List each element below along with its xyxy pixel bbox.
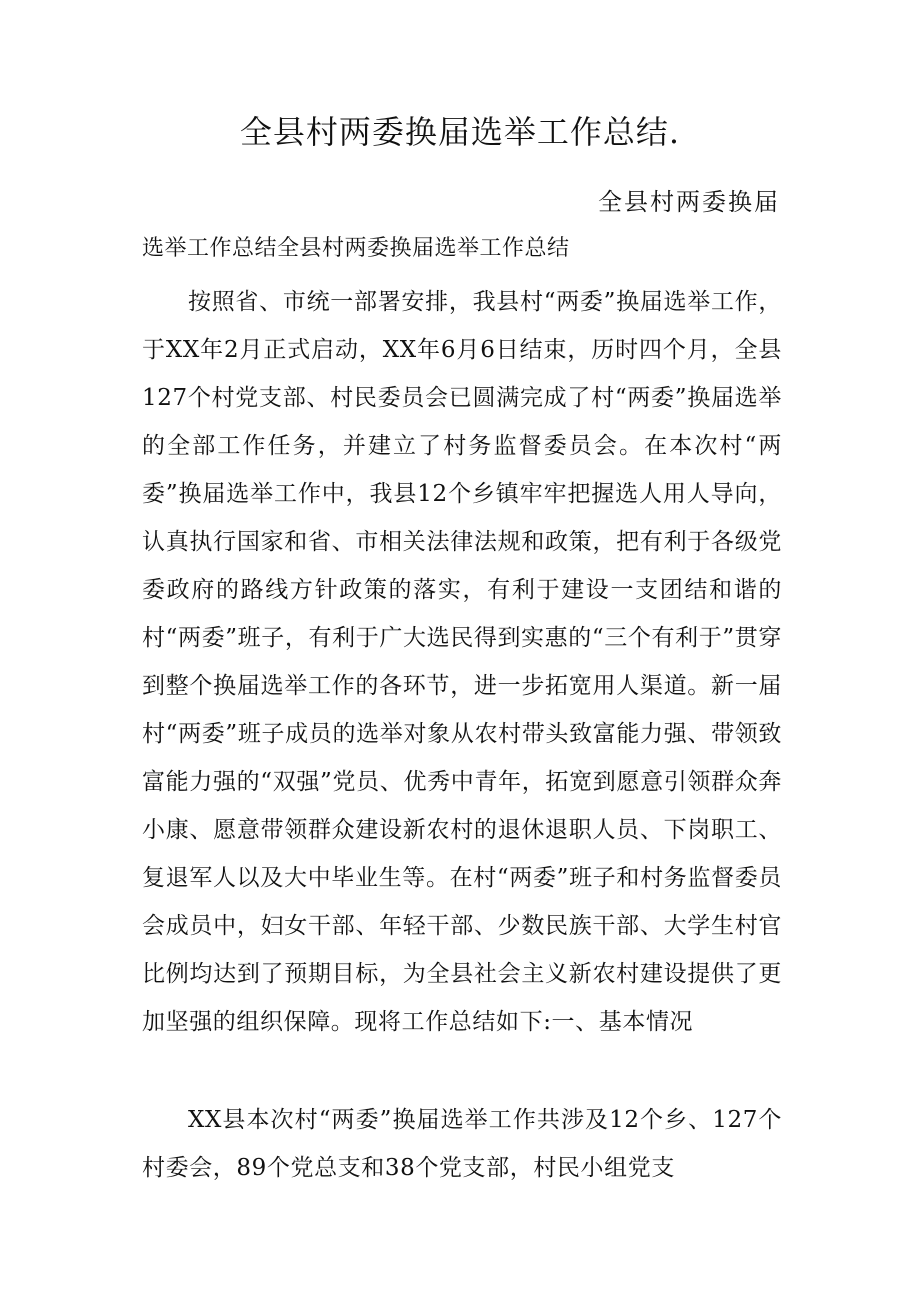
document-title: 全县村两委换届选举工作总结. bbox=[239, 113, 681, 151]
paragraph-1: 按照省、市统一部署安排，我县村“两委”换届选举工作，于XX年2月正式启动，XX年6月6日结束，历时四个月，全县127个村党支部、村民委员会已圆满完成了村“两委”换届选举的全部工作任务，并建立了村务监督委员会。在本次村“两委”换届选举工作中，我县12个乡镇牢牢把握选人用人导向，认真执行国家和省、市相关法律法规和政策，把有利于各级党委政府的路线方针政策的落实，有利于建设一支团结和谐的村“两委”班子，有利于广大选民得到实惠的“三个有利于”贯穿到整个换届选举工作的各环节，进一步拓宽用人渠道。新一届村“两委”班子成员的选举对象从农村带头致富能力强、带领致富能力强的“双强”党员、优秀中青年，拓宽到愿意引领群众奔小康、愿意带领群众建设新农村的退休退职人员、下岗职工、复退军人以及大中毕业生等。在村“两委”班子和村务监督委员会成员中，妇女干部、年轻干部、少数民族干部、大学生村官比例均达到了预期目标，为全县社会主义新农村建设提供了更加坚强的组织保障。现将工作总结如下:一、基本情况 bbox=[142, 289, 782, 1035]
paragraph-2: XX县本次村“两委”换届选举工作共涉及12个乡、127个村委会，89个党总支和38个党支部，村民小组党支 bbox=[142, 1107, 782, 1181]
subtitle-left: 选举工作总结全县村两委换届选举工作总结 bbox=[142, 236, 570, 261]
subtitle-right: 全县村两委换届 bbox=[598, 188, 780, 216]
